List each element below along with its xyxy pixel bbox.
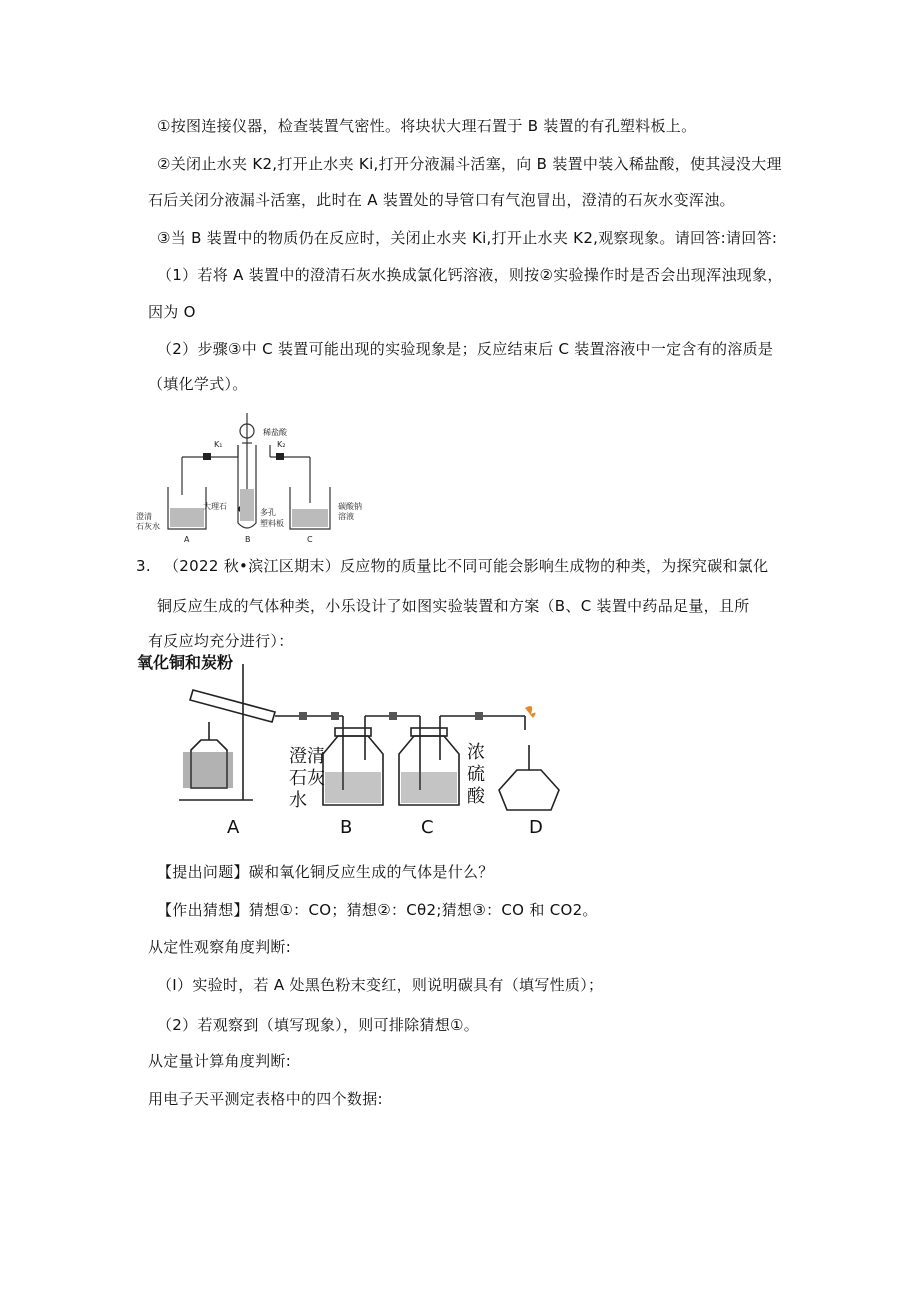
label-k1: K₁ (214, 440, 223, 449)
label-limewater-1: 澄清 (289, 746, 325, 767)
label-limewater-2: 石灰水 (136, 522, 160, 531)
question-2-text: （2）步骤③中 C 装置可能出现的实验现象是；反应结束后 C 装置溶液中一定含有的溶质是 (157, 340, 774, 358)
raise-question-text: 【提出问题】碳和氧化铜反应生成的气体是什么？ (157, 863, 494, 881)
label-acid-2: 硫 (467, 764, 485, 785)
label-acid-1: 浓 (467, 742, 485, 763)
step-2-text: ②关闭止水夹 K2,打开止水夹 Ki,打开分液漏斗活塞，向 B 装置中装入稀盐酸，使其浸没大理 (157, 155, 782, 173)
qualitative-heading: 从定性观察角度判断: (148, 938, 292, 956)
label-porous-2: 塑料板 (260, 519, 284, 528)
label-soda-2: 溶液 (338, 512, 354, 521)
label-acid-3: 酸 (467, 786, 485, 807)
label-dilute-hcl: 稀盐酸 (263, 428, 287, 437)
label-k2: K₂ (277, 440, 286, 449)
label-fig2-c: C (421, 817, 434, 838)
hypothesis-text: 【作出猜想】猜想①：CO；猜想②：Cθ2;猜想③：CO 和 CO2。 (157, 901, 598, 919)
label-limewater-2: 石灰 (289, 768, 325, 789)
measure-text: 用电子天平测定表格中的四个数据: (148, 1090, 383, 1108)
q3-text-3: 有反应均充分进行）： (148, 632, 294, 650)
question-2-text-cont: （填化学式）。 (148, 375, 248, 393)
qualitative-q2: （2）若观察到（填写现象），则可排除猜想①。 (157, 1016, 480, 1034)
q3-number: 3. (136, 557, 151, 575)
label-fig1-a: A (184, 535, 190, 544)
label-fig2-b: B (340, 817, 353, 838)
label-fig1-c: C (307, 535, 313, 544)
question-1-text-cont: 因为 O (148, 303, 196, 321)
figure-2-apparatus (135, 650, 585, 845)
q3-text-2: 铜反应生成的气体种类，小乐设计了如图实验装置和方案（B、C 装置中药品足量，且所 (157, 597, 750, 615)
q3-text-1: （2022 秋•滨江区期末）反应物的质量比不同可能会影响生成物的种类，为探究碳和氯化 (164, 557, 769, 575)
figure-1-apparatus (130, 405, 390, 545)
step-2-text-cont: 石后关闭分液漏斗活塞，此时在 A 装置处的导管口有气泡冒出，澄清的石灰水变浑浊。 (148, 191, 735, 209)
qualitative-q1: （I）实验时，若 A 处黑色粉末变红，则说明碳具有（填写性质）； (157, 976, 604, 994)
label-fig2-d: D (529, 817, 543, 838)
label-limewater-3: 水 (289, 790, 307, 811)
label-fig2-a: A (227, 817, 240, 838)
label-porous-1: 多孔 (260, 508, 276, 517)
fig2-title: 氧化铜和炭粉 (137, 653, 234, 672)
label-fig1-b: B (245, 535, 251, 544)
label-marble: 大理石 (203, 502, 227, 511)
question-1-text: （1）若将 A 装置中的澄清石灰水换成氯化钙溶液，则按②实验操作时是否会出现浑浊现象， (157, 266, 783, 284)
quantitative-heading: 从定量计算角度判断: (148, 1052, 292, 1070)
label-limewater-1: 澄清 (136, 512, 152, 521)
step-1-text: ①按图连接仪器，检查装置气密性。将块状大理石置于 B 装置的有孔塑料板上。 (157, 117, 697, 135)
step-3-text: ③当 B 装置中的物质仍在反应时，关闭止水夹 Ki,打开止水夹 K2,观察现象。请回答:请回答: (157, 229, 778, 247)
label-soda-1: 碳酸钠 (338, 502, 362, 511)
